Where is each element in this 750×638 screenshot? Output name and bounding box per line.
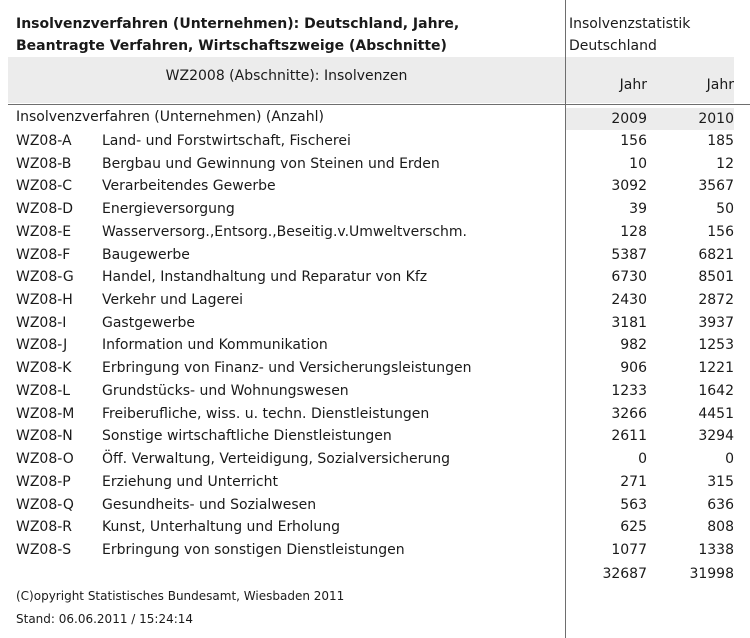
row-name: Kunst, Unterhaltung und Erholung (102, 519, 340, 536)
row-name: Verkehr und Lagerei (102, 292, 244, 309)
row-code: WZ08-K (16, 360, 72, 377)
measure-label: Insolvenzverfahren (Unternehmen) (Anzahl) (16, 109, 324, 125)
row-name: Handel, Instandhaltung und Reparatur von Kfz (102, 269, 428, 286)
value-2009: 6730 (611, 269, 647, 286)
table-row (0, 178, 750, 201)
row-code: WZ08-A (16, 133, 72, 149)
sum-2010: 31998 (689, 566, 734, 582)
value-2009: 10 (629, 155, 647, 172)
row-name: Gesundheits- und Sozialwesen (102, 496, 317, 513)
row-code: WZ08-D (16, 201, 74, 218)
row-code: WZ08-G (16, 269, 74, 286)
value-2009: 625 (620, 519, 647, 536)
table-row (0, 269, 750, 292)
row-name: Freiberufliche, wiss. u. techn. Dienstleistungen (102, 405, 430, 422)
value-2009: 0 (638, 451, 647, 468)
table-row (0, 224, 750, 247)
table-row (0, 156, 750, 179)
row-name: Baugewerbe (102, 246, 190, 263)
row-name: Energieversorgung (102, 201, 235, 218)
table-row (0, 428, 750, 451)
row-code: WZ08-I (16, 314, 67, 331)
row-code: WZ08-B (16, 155, 72, 172)
table-row (0, 315, 750, 338)
row-code: WZ08-N (16, 428, 73, 445)
column-header-2010: Jahr (706, 77, 734, 93)
value-2009: 3181 (611, 314, 647, 331)
value-2009: 2611 (611, 428, 647, 445)
value-2010: 3937 (698, 314, 734, 331)
value-2010: 12 (716, 155, 734, 172)
value-2010: 6821 (698, 246, 734, 263)
value-2009: 1233 (611, 382, 647, 399)
value-2010: 50 (716, 201, 734, 218)
value-2009: 1077 (611, 541, 647, 558)
row-name: Bergbau und Gewinnung von Steinen und Erden (102, 155, 440, 172)
value-2010: 3294 (698, 428, 734, 445)
row-code: WZ08-E (16, 223, 72, 240)
value-2010: 1642 (698, 382, 734, 399)
value-2009: 156 (620, 133, 647, 149)
row-code: WZ08-O (16, 451, 74, 468)
value-2010: 8501 (698, 269, 734, 286)
row-code: WZ08-S (16, 541, 72, 558)
header-divider (8, 104, 750, 105)
row-code: WZ08-L (16, 382, 71, 399)
title-line-1: Insolvenzverfahren (Unternehmen): Deutschland, Jahre, (16, 16, 460, 32)
table-row (0, 519, 750, 542)
value-2010: 4451 (698, 405, 734, 422)
table-row (0, 360, 750, 383)
year-2009: 2009 (611, 111, 647, 127)
row-name: Erbringung von Finanz- und Versicherungsleistungen (102, 360, 472, 377)
table-row (0, 383, 750, 406)
value-2009: 2430 (611, 292, 647, 309)
table-row (0, 542, 750, 565)
value-2010: 636 (707, 496, 734, 513)
value-2010: 0 (725, 451, 734, 468)
year-2010: 2010 (698, 111, 734, 127)
source-line-2: Deutschland (569, 38, 657, 54)
table-row (0, 497, 750, 520)
row-code: WZ08-R (16, 519, 73, 536)
footer-stand: Stand: 06.06.2011 / 15:24:14 (16, 612, 194, 626)
value-2009: 39 (629, 201, 647, 218)
source-line-1: Insolvenzstatistik (569, 16, 691, 32)
row-code: WZ08-P (16, 473, 71, 490)
row-name: Land- und Forstwirtschaft, Fischerei (102, 133, 351, 149)
value-2010: 3567 (698, 178, 734, 195)
row-code: WZ08-F (16, 246, 71, 263)
row-code: WZ08-Q (16, 496, 74, 513)
value-2009: 3266 (611, 405, 647, 422)
value-2009: 982 (620, 337, 647, 354)
row-name: Gastgewerbe (102, 314, 196, 331)
table-row (0, 201, 750, 224)
table-title (16, 13, 556, 57)
table-row (0, 133, 750, 156)
table-row (0, 247, 750, 270)
value-2010: 808 (707, 519, 734, 536)
value-2009: 906 (620, 360, 647, 377)
table-row (0, 337, 750, 360)
value-2010: 185 (707, 133, 734, 149)
row-name: Grundstücks- und Wohnungswesen (102, 382, 349, 399)
value-2009: 128 (620, 223, 647, 240)
row-name: Sonstige wirtschaftliche Dienstleistungen (102, 428, 392, 445)
table-row (0, 474, 750, 497)
value-2009: 5387 (611, 246, 647, 263)
table-row (0, 292, 750, 315)
source-label (569, 13, 744, 57)
row-code: WZ08-M (16, 405, 75, 422)
title-line-2: Beantragte Verfahren, Wirtschaftszweige (Abschnitte) (16, 38, 447, 54)
row-name: Verarbeitendes Gewerbe (102, 178, 276, 195)
value-2010: 2872 (698, 292, 734, 309)
value-2010: 1338 (698, 541, 734, 558)
value-2009: 563 (620, 496, 647, 513)
row-name: Öff. Verwaltung, Verteidigung, Sozialversicherung (102, 451, 450, 468)
row-code: WZ08-H (16, 292, 73, 309)
row-name: Erziehung und Unterricht (102, 473, 278, 490)
row-code: WZ08-J (16, 337, 68, 354)
sum-2009: 32687 (602, 566, 647, 582)
value-2009: 3092 (611, 178, 647, 195)
row-name: Erbringung von sonstigen Dienstleistungen (102, 541, 405, 558)
value-2010: 1221 (698, 360, 734, 377)
footer-copyright: (C)opyright Statistisches Bundesamt, Wiesbaden 2011 (16, 589, 345, 603)
value-2010: 315 (707, 473, 734, 490)
table-row (0, 406, 750, 429)
row-code: WZ08-C (16, 178, 73, 195)
row-name: Information und Kommunikation (102, 337, 328, 354)
value-2010: 1253 (698, 337, 734, 354)
column-header-2009: Jahr (619, 77, 647, 93)
table-row (0, 451, 750, 474)
row-header-label: WZ2008 (Abschnitte): Insolvenzen (165, 68, 408, 84)
value-2010: 156 (707, 223, 734, 240)
row-name: Wasserversorg.,Entsorg.,Beseitig.v.Umweltverschm. (102, 223, 467, 240)
value-2009: 271 (620, 473, 647, 490)
